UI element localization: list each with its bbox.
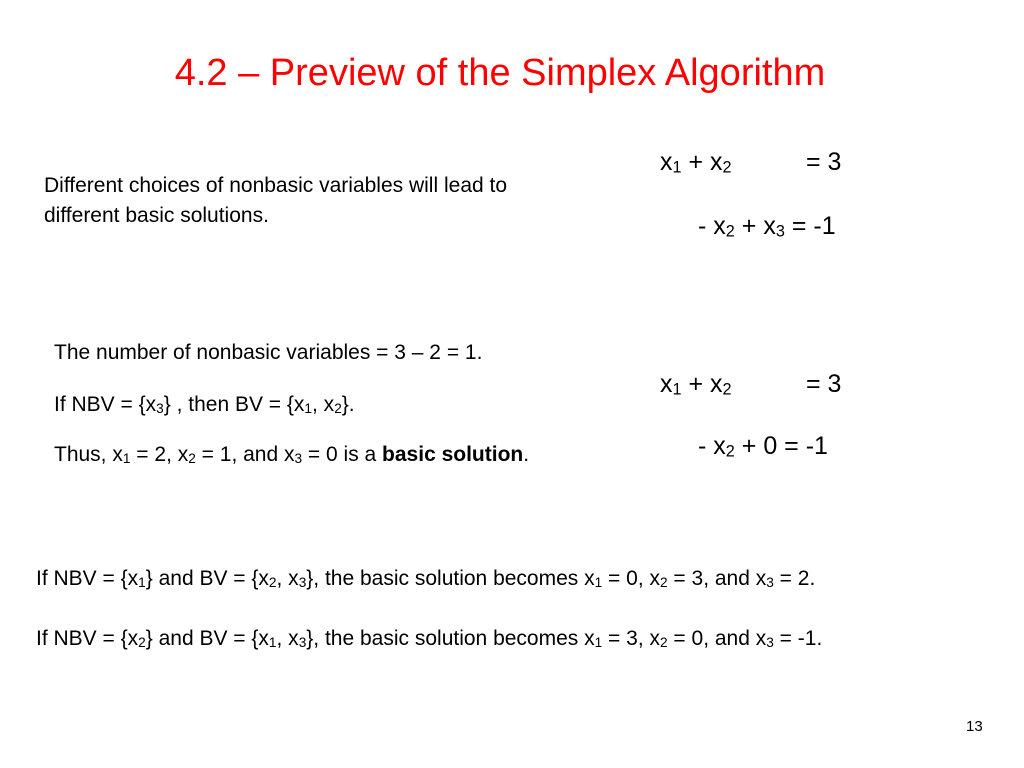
nonbasic-count-line: The number of nonbasic variables = 3 – 2 = 1.	[54, 341, 483, 364]
equation-2-row-2: - $x_2 + 0 = -1$	[698, 432, 828, 461]
slide-title: 4.2 – Preview of the Simplex Algorithm	[174, 52, 826, 94]
equation-2-row-1-rhs: = 3	[806, 370, 842, 398]
basic-solution-term: basic solution	[382, 443, 524, 466]
intro-line-2: different basic solutions.	[44, 204, 269, 227]
nbv-line: If NBV = $\{x_3\}$ , then BV = {$x_1$, $x_2$}.	[54, 393, 355, 417]
equation-1-row-1-rhs: = 3	[806, 148, 842, 176]
intro-line-1: Different choices of nonbasic variables will lead to	[44, 174, 508, 197]
slide-number: 13	[966, 718, 983, 735]
alternative-line-1: If NBV = $\{x_1\}$ and BV = {$x_2$, $x_3$}, the basic solution becomes $x_1 = 0$, $x_2 = 3$, and $x_3 = 2$.	[36, 567, 816, 591]
alternative-line-2: If NBV = $\{x_2\}$ and BV = {$x_1$, $x_3$}, the basic solution becomes $x_1 = 3$, $x_2 = 0$, and $x_3 = -1$.	[36, 627, 823, 651]
equation-1-row-1: $x_1 + x_2$	[660, 148, 732, 177]
equation-1-row-2: - $x_2 + x_3 = -1$	[698, 212, 836, 241]
intro-paragraph	[44, 171, 507, 231]
equation-2-row-1: $x_1 + x_2$	[660, 370, 732, 399]
thus-line: Thus, $x_1 = 2$, $x_2 = 1$, and $x_3 = 0$ is a basic solution.	[54, 443, 530, 467]
